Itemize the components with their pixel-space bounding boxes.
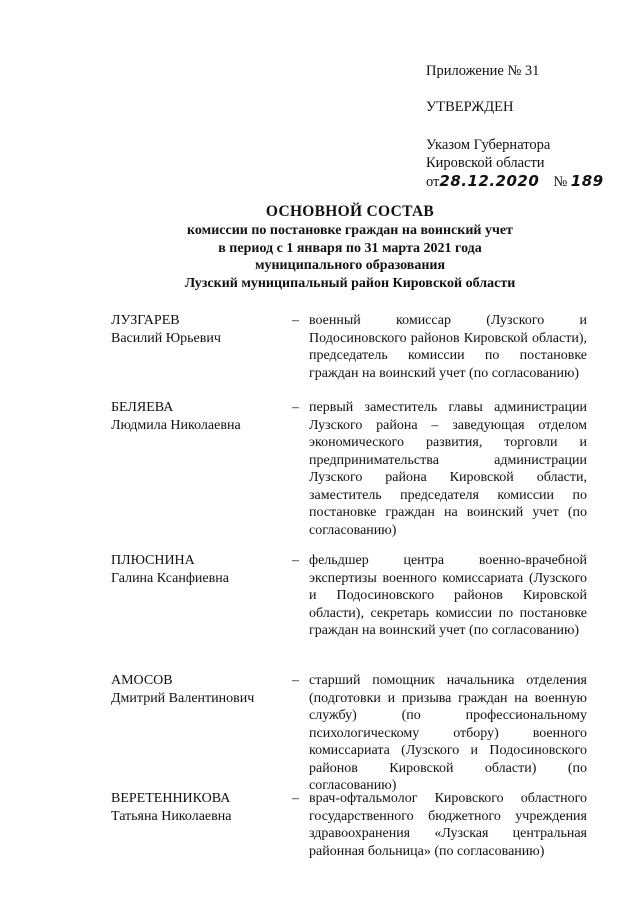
member-name bbox=[111, 790, 281, 825]
member-given-name: Дмитрий Валентинович bbox=[111, 690, 255, 706]
handwritten-date: 28.12.2020 bbox=[439, 172, 540, 190]
member-name bbox=[111, 552, 281, 587]
member-surname: ЛУЗГАРЕВ bbox=[111, 313, 180, 328]
member-name bbox=[111, 399, 281, 434]
heading-line: Лузский муниципальный район Кировской области bbox=[184, 275, 516, 291]
member-name bbox=[111, 672, 281, 707]
decree-line-2: Кировской области bbox=[426, 155, 545, 171]
member-name bbox=[111, 312, 281, 347]
heading-line: в период с 1 января по 31 марта 2021 года bbox=[218, 240, 482, 256]
member-given-name: Василий Юрьевич bbox=[111, 330, 221, 346]
handwritten-number: 189 bbox=[570, 172, 604, 190]
member-surname: АМОСОВ bbox=[111, 673, 173, 688]
decree-date-line bbox=[426, 172, 626, 191]
member-description: фельдшер центра военно-врачебной экспертизы военного комиссариата (Лузского и Подосиновского районов Кировской области), секретарь комиссии по постановке граждан на воинский учет (по согласованию) bbox=[309, 553, 587, 638]
member-description: первый заместитель главы администрации Лузского района – заведующая отделом экономического развития, торговли и предпринимательства администрации Лузского района Кировской области, заместитель председателя комиссии по постановке граждан на воинский учет (по согласованию) bbox=[309, 400, 587, 538]
dash-separator: – bbox=[292, 400, 299, 415]
decree-line-1: Указом Губернатора bbox=[426, 137, 551, 153]
heading-line: комиссии по постановке граждан на воинский учет bbox=[187, 223, 513, 238]
member-surname: БЕЛЯЕВА bbox=[111, 400, 174, 415]
member-given-name: Людмила Николаевна bbox=[111, 417, 241, 433]
approved-stamp: УТВЕРЖДЕН bbox=[426, 99, 514, 115]
approval-block bbox=[426, 62, 626, 191]
member-given-name: Татьяна Николаевна bbox=[111, 808, 232, 824]
heading-line: муниципального образования bbox=[254, 258, 446, 273]
heading-title: ОСНОВНОЙ СОСТАВ bbox=[265, 203, 435, 220]
dash-separator: – bbox=[292, 791, 299, 806]
member-surname: ВЕРЕТЕННИКОВА bbox=[111, 791, 231, 806]
dash-separator: – bbox=[292, 553, 299, 568]
member-description: военный комиссар (Лузского и Подосиновского районов Кировской области), председатель комиссии по постановке граждан на воинский учет (по согласованию) bbox=[309, 313, 587, 381]
dash-separator: – bbox=[292, 313, 299, 328]
member-surname: ПЛЮСНИНА bbox=[111, 553, 195, 568]
member-given-name: Галина Ксанфиевна bbox=[111, 570, 229, 586]
number-sign: № bbox=[553, 174, 568, 190]
date-prefix: от bbox=[426, 174, 440, 190]
member-description: старший помощник начальника отделения (подготовки и призыва граждан на военную службу) (по профессиональному психологическому отбору) военного комиссариата (Лузского и Подосиновского районов Кировской области) (по согласованию) bbox=[309, 673, 587, 793]
document-heading bbox=[90, 202, 610, 292]
dash-separator: – bbox=[292, 673, 299, 688]
appendix-number: Приложение № 31 bbox=[426, 63, 540, 79]
member-description: врач-офтальмолог Кировского областного государственного бюджетного учреждения здравоохранения «Лузская центральная районная больница» (по согласованию) bbox=[309, 791, 587, 859]
